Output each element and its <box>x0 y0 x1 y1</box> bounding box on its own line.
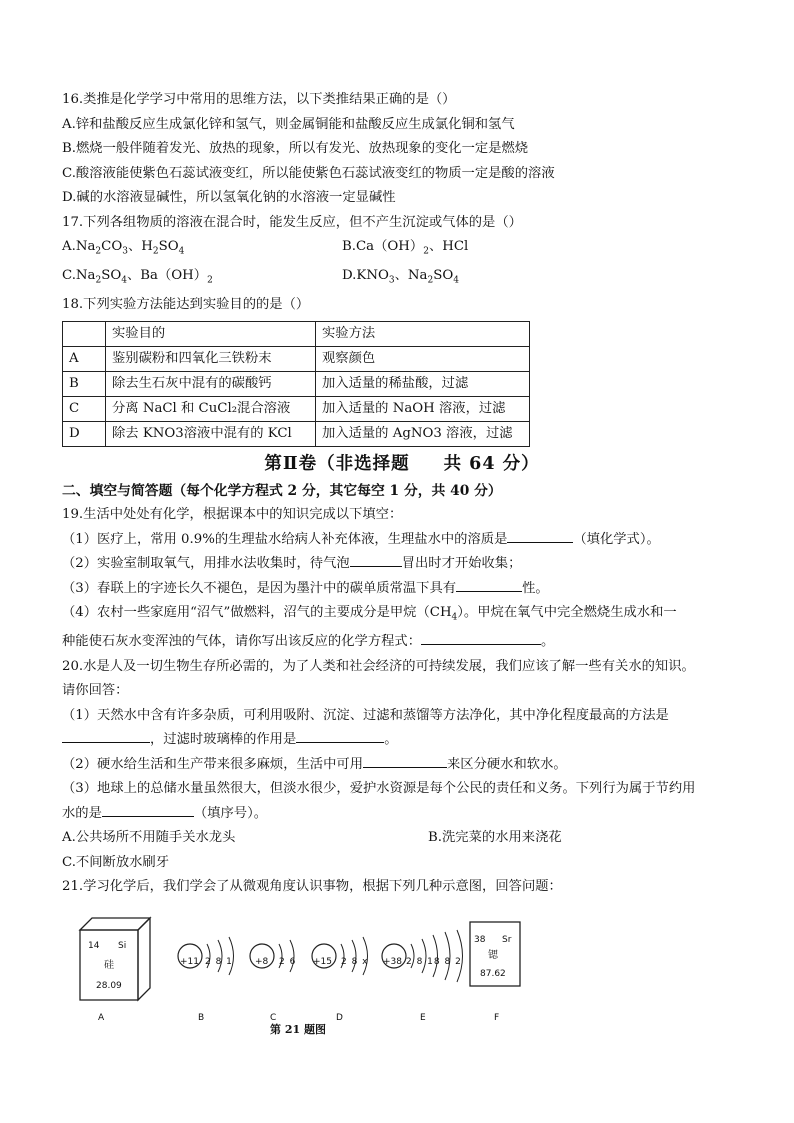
shells-d: 2 8 x <box>341 956 369 967</box>
q17-option-d: $D.KNO_3$、$Na_2SO_4$ <box>342 268 459 286</box>
answer-blank[interactable] <box>296 728 384 743</box>
table-header-cell: 实验方法 <box>316 321 530 346</box>
sr-atomic-number: 38 <box>474 934 486 945</box>
table-cell: D <box>63 421 106 446</box>
q19-part2: （2）实验室制取氧气，用排水法收集时，待气泡 冒出时才开始收集； <box>62 552 742 577</box>
q17-option-b: $B.Ca(OH)_2$、HCl <box>342 239 469 257</box>
table-cell: 除去 KNO3溶液中混有的 KCl <box>106 421 316 446</box>
table-cell: 观察颜色 <box>316 346 530 371</box>
q17-option-c: $C.Na_2SO_4$、$Ba(OH)_2$ <box>62 268 213 286</box>
section-subtitle: 二、填空与简答题（每个化学方程式 2 分，其它每空 1 分，共 40 分） <box>62 482 502 499</box>
answer-blank[interactable] <box>421 630 541 645</box>
sr-symbol: Sr <box>502 934 512 945</box>
q19-stem: 19.生活中处处有化学，根据课本中的知识完成以下填空： <box>62 507 403 523</box>
nucleus-c: +8 <box>255 956 269 967</box>
answer-blank[interactable] <box>363 753 447 768</box>
answer-blank[interactable] <box>62 728 150 743</box>
shells-e: 2 8 18 8 2 <box>406 956 462 967</box>
q20-part3-cont: 水的是 （填序号）。 <box>62 802 742 827</box>
table-row <box>63 396 530 421</box>
figure-label-c: C <box>270 1012 277 1023</box>
q20-option-a: A.公共场所不用随手关水龙头 <box>62 830 236 846</box>
q16-option-d: D.碱的水溶液显碱性，所以氢氧化钠的水溶液一定显碱性 <box>62 190 396 205</box>
q16-option-c: C.酸溶液能使紫色石蕊试液变红，所以能使紫色石蕊试液变红的物质一定是酸的溶液 <box>62 165 555 181</box>
si-name: 硅 <box>104 959 114 971</box>
table-cell: C <box>63 396 106 421</box>
q16-option-a: A.锌和盐酸反应生成氯化锌和氢气，则金属铜能和盐酸反应生成氯化铜和氢气 <box>62 116 515 132</box>
q21-stem: 21.学习化学后，我们学会了从微观角度认识事物，根据下列几种示意图，回答问题： <box>62 879 562 895</box>
q16-option-b: B.燃烧一般伴随着发光、放热的现象，所以有发光、放热现象的变化一定是燃烧 <box>62 141 529 156</box>
q20-stem-cont: 请你回答： <box>62 683 129 699</box>
exam-page <box>62 88 742 1036</box>
table-cell: 分离 NaCl 和 CuCl₂混合溶液 <box>106 396 316 421</box>
table-row <box>63 371 530 396</box>
table-cell: 加入适量的 AgNO3 溶液，过滤 <box>316 421 530 446</box>
nucleus-e: +38 <box>383 956 402 967</box>
figure-label-d: D <box>336 1012 343 1023</box>
q20-option-b: B.洗完菜的水用来浇花 <box>428 830 562 846</box>
si-atomic-mass: 28.09 <box>96 980 122 991</box>
nucleus-d: +15 <box>313 956 332 967</box>
table-header-row <box>63 321 530 346</box>
q20-part1-cont: ，过滤时玻璃棒的作用是 。 <box>62 728 742 753</box>
section-title: 第Ⅱ卷（非选择题 共 64 分） <box>264 453 540 474</box>
table-header-cell: 实验目的 <box>106 321 316 346</box>
figure-label-a: A <box>98 1012 105 1023</box>
answer-blank[interactable] <box>507 528 573 543</box>
answer-blank[interactable] <box>456 577 522 592</box>
q17-option-a: $A.Na_2CO_3$、$H_2SO_4$ <box>62 239 185 257</box>
sr-name: 锶 <box>488 949 498 961</box>
shells-b: 2 8 1 <box>205 956 233 967</box>
nucleus-b: +11 <box>180 956 199 967</box>
q20-part1: （1）天然水中含有许多杂质，可利用吸附、沉淀、过滤和蒸馏等方法净化，其中净化程度最高的方法是 <box>62 707 669 723</box>
table-cell: 除去生石灰中混有的碳酸钙 <box>106 371 316 396</box>
q18-table <box>62 321 530 447</box>
si-symbol: Si <box>118 940 127 951</box>
answer-blank[interactable] <box>350 552 402 567</box>
figure-caption: 第 21 题图 <box>270 1022 326 1036</box>
figure-label-e: E <box>420 1012 426 1023</box>
figure-label-f: F <box>494 1012 500 1023</box>
shells-c: 2 6 <box>279 956 297 967</box>
table-cell: 加入适量的稀盐酸，过滤 <box>316 371 530 396</box>
table-cell: 鉴别碳粉和四氧化三铁粉末 <box>106 346 316 371</box>
q17-stem: 17.下列各组物质的溶液在混合时，能发生反应，但不产生沉淀或气体的是（） <box>62 214 522 230</box>
q21-figure <box>62 906 742 1036</box>
q19-part4: （4）农村一些家庭用“沼气”做燃料，沼气的主要成分是甲烷$(CH_4)$。甲烷在氧气中完全燃烧生成水和一 <box>62 605 677 623</box>
q18-stem: 18.下列实验方法能达到实验目的的是（） <box>62 297 310 313</box>
q19-part4-cont: 种能使石灰水变浑浊的气体，请你写出该反应的化学方程式： 。 <box>62 630 742 655</box>
sr-atomic-mass: 87.62 <box>480 968 506 979</box>
q20-part2: （2）硬水给生活和生产带来很多麻烦，生活中可用 来区分硬水和软水。 <box>62 753 742 778</box>
table-header-cell <box>63 321 106 346</box>
q20-stem: 20.水是人及一切生物生存所必需的，为了人类和社会经济的可持续发展，我们应该了解一些有关水的知识。 <box>62 658 695 674</box>
table-cell: B <box>63 371 106 396</box>
q20-part3: （3）地球上的总储水量虽然很大，但淡水很少，爱护水资源是每个公民的责任和义务。下列行为属于节约用 <box>62 781 696 797</box>
table-cell: 加入适量的 NaOH 溶液，过滤 <box>316 396 530 421</box>
q19-part1: （1）医疗上，常用 0.9%的生理盐水给病人补充体液，生理盐水中的溶质是 （填化学式）。 <box>62 528 742 553</box>
si-atomic-number: 14 <box>88 940 100 951</box>
q20-options-row <box>62 826 742 851</box>
answer-blank[interactable] <box>102 802 194 817</box>
table-row <box>63 421 530 446</box>
table-cell: A <box>63 346 106 371</box>
q17-options-row2 <box>62 264 742 293</box>
table-row <box>63 346 530 371</box>
q16-stem: 16.类推是化学学习中常用的思维方法，以下类推结果正确的是（） <box>62 92 456 107</box>
q17-options-row1 <box>62 235 742 264</box>
q19-part3: （3）春联上的字迹长久不褪色，是因为墨汁中的碳单质常温下具有 性。 <box>62 577 742 602</box>
q20-option-c: C.不间断放水刷牙 <box>62 854 170 870</box>
figure-label-b: B <box>198 1012 205 1023</box>
